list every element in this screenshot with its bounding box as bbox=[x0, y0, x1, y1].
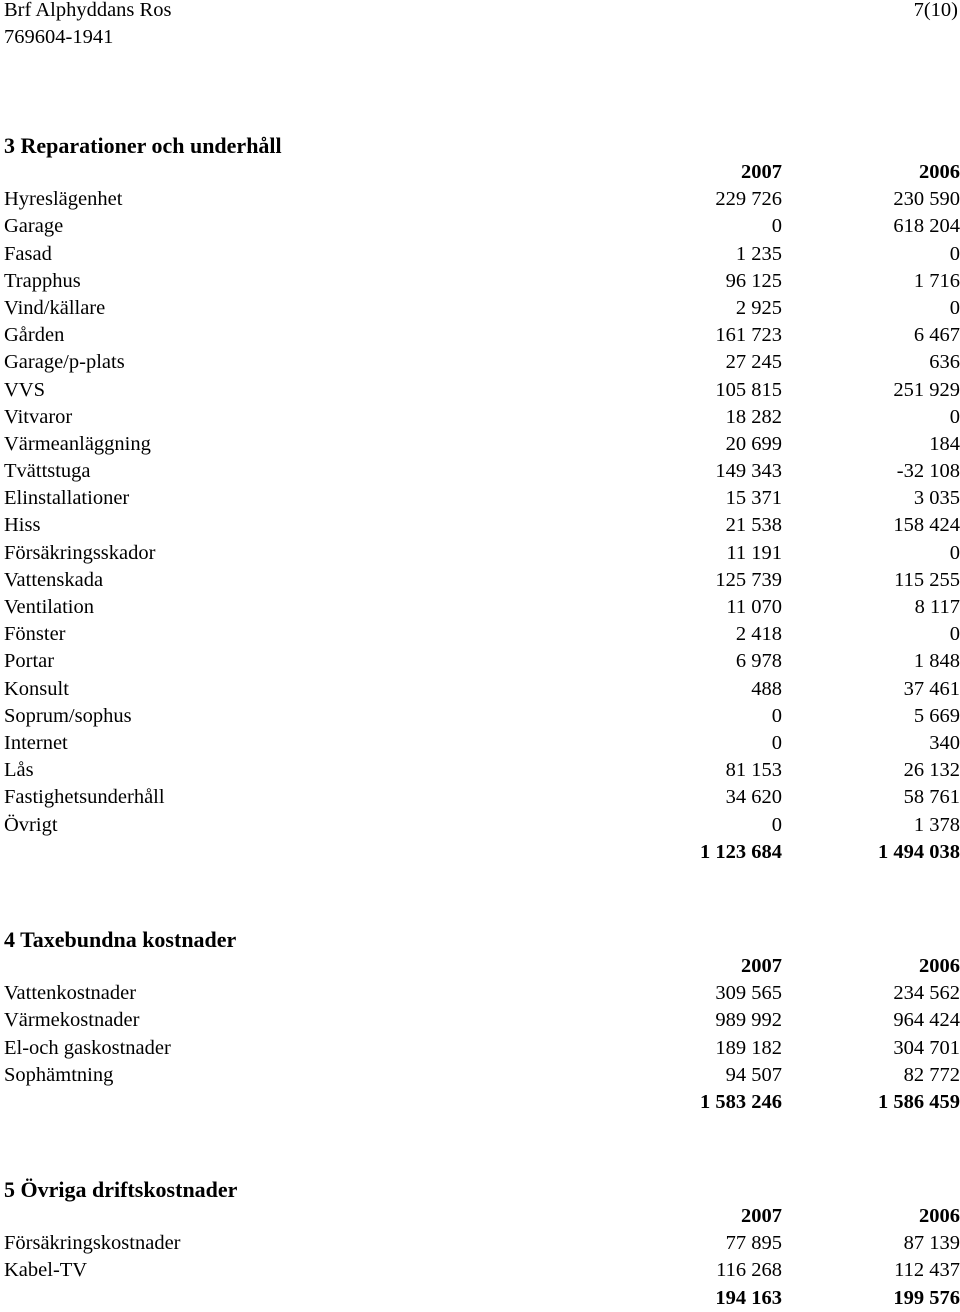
row-label: VVS bbox=[4, 378, 46, 401]
value-2007: 149 343 bbox=[715, 460, 782, 483]
value-2006: 964 424 bbox=[893, 1009, 960, 1032]
value-2007: 81 153 bbox=[725, 759, 782, 782]
value-2006: 1 378 bbox=[913, 813, 960, 836]
total-2007: 1 583 246 bbox=[700, 1090, 782, 1113]
total-2007: 194 163 bbox=[715, 1286, 782, 1309]
table-row bbox=[4, 431, 960, 458]
value-2007: 989 992 bbox=[715, 1009, 782, 1032]
row-label: Elinstallationer bbox=[4, 487, 130, 510]
table-row bbox=[4, 757, 960, 784]
value-2006: 0 bbox=[949, 541, 960, 564]
year-2006-header: 2006 bbox=[919, 955, 960, 977]
value-2006: 6 467 bbox=[913, 324, 960, 347]
table-row bbox=[4, 349, 960, 376]
table-row bbox=[4, 295, 960, 322]
value-2006: 0 bbox=[949, 296, 960, 319]
value-2007: 229 726 bbox=[715, 188, 782, 211]
value-2007: 161 723 bbox=[715, 324, 782, 347]
org-number: 769604-1941 bbox=[4, 26, 114, 48]
value-2006: 234 562 bbox=[893, 982, 960, 1005]
table-row bbox=[4, 1007, 960, 1034]
value-2007: 1 235 bbox=[735, 242, 782, 265]
value-2007: 2 418 bbox=[735, 623, 782, 646]
section-title: 5 Övriga driftskostnader bbox=[4, 1177, 238, 1202]
total-row bbox=[4, 839, 960, 866]
table-row bbox=[4, 784, 960, 811]
row-label: Ventilation bbox=[4, 596, 94, 618]
table-row bbox=[4, 322, 960, 349]
row-label: El-och gaskostnader bbox=[4, 1036, 171, 1059]
value-2006: 112 437 bbox=[894, 1259, 960, 1282]
row-label: Internet bbox=[4, 731, 68, 754]
row-label: Hiss bbox=[4, 514, 41, 537]
value-2007: 11 191 bbox=[726, 541, 782, 564]
row-label: Tvättstuga bbox=[4, 460, 91, 483]
row-label: Värmekostnader bbox=[4, 1009, 140, 1032]
table-row bbox=[4, 703, 960, 730]
year-header-row bbox=[4, 1203, 960, 1230]
table-row bbox=[4, 621, 960, 648]
page-number: 7(10) bbox=[913, 0, 958, 21]
table-row bbox=[4, 1230, 960, 1257]
value-2006: 26 132 bbox=[903, 759, 960, 782]
value-2007: 94 507 bbox=[725, 1063, 782, 1086]
value-2007: 189 182 bbox=[715, 1036, 782, 1059]
row-label: Försäkringsskador bbox=[4, 541, 156, 564]
row-label: Lås bbox=[4, 759, 34, 782]
table-row bbox=[4, 594, 960, 621]
total-2006: 1 586 459 bbox=[878, 1090, 960, 1113]
year-2006-header: 2006 bbox=[919, 161, 960, 183]
value-2007: 96 125 bbox=[725, 269, 782, 292]
row-label: Trapphus bbox=[4, 269, 81, 292]
value-2006: -32 108 bbox=[896, 460, 960, 483]
value-2007: 125 739 bbox=[715, 568, 782, 591]
row-label: Gården bbox=[4, 324, 65, 347]
total-row bbox=[4, 1089, 960, 1116]
header-line-1 bbox=[4, 0, 960, 24]
table-row bbox=[4, 567, 960, 594]
value-2007: 21 538 bbox=[725, 514, 782, 537]
value-2006: 3 035 bbox=[913, 487, 960, 510]
section-title: 3 Reparationer och underhåll bbox=[4, 133, 282, 158]
value-2007: 0 bbox=[771, 215, 782, 238]
table-row bbox=[4, 1062, 960, 1089]
value-2006: 0 bbox=[949, 623, 960, 646]
year-2006-header: 2006 bbox=[919, 1205, 960, 1227]
row-label: Fastighetsunderhåll bbox=[4, 786, 165, 809]
row-label: Vattenskada bbox=[4, 568, 104, 591]
value-2006: 304 701 bbox=[893, 1036, 960, 1059]
org-name: Brf Alphyddans Ros bbox=[4, 0, 172, 21]
table-row bbox=[4, 377, 960, 404]
value-2007: 0 bbox=[771, 731, 782, 754]
table-row bbox=[4, 512, 960, 539]
table-row bbox=[4, 676, 960, 703]
value-2006: 37 461 bbox=[903, 677, 960, 700]
value-2006: 230 590 bbox=[893, 188, 960, 211]
year-2007-header: 2007 bbox=[741, 1205, 782, 1227]
total-2007: 1 123 684 bbox=[700, 840, 782, 863]
value-2006: 8 117 bbox=[914, 596, 960, 618]
value-2007: 6 978 bbox=[735, 650, 782, 673]
row-label: Vitvaror bbox=[4, 405, 73, 428]
row-label: Hyreslägenhet bbox=[4, 188, 123, 211]
row-label: Portar bbox=[4, 650, 55, 673]
row-label: Konsult bbox=[4, 677, 69, 700]
value-2007: 11 070 bbox=[726, 596, 782, 618]
row-label: Sophämtning bbox=[4, 1063, 114, 1086]
table-row bbox=[4, 241, 960, 268]
table-row bbox=[4, 540, 960, 567]
table-row bbox=[4, 1035, 960, 1062]
row-label: Garage/p-plats bbox=[4, 351, 125, 374]
value-2006: 1 716 bbox=[913, 269, 960, 292]
value-2007: 27 245 bbox=[725, 351, 782, 374]
row-label: Vattenkostnader bbox=[4, 982, 137, 1005]
row-label: Övrigt bbox=[4, 813, 58, 836]
year-2007-header: 2007 bbox=[741, 161, 782, 183]
value-2007: 34 620 bbox=[725, 786, 782, 809]
row-label: Värmeanläggning bbox=[4, 432, 151, 455]
row-label: Kabel-TV bbox=[4, 1259, 88, 1282]
value-2006: 115 255 bbox=[894, 568, 960, 591]
value-2006: 1 848 bbox=[913, 650, 960, 673]
value-2006: 251 929 bbox=[893, 378, 960, 401]
row-label: Fönster bbox=[4, 623, 66, 646]
total-2006: 1 494 038 bbox=[878, 840, 960, 863]
page-header bbox=[4, 0, 960, 51]
value-2006: 0 bbox=[949, 405, 960, 428]
value-2007: 105 815 bbox=[715, 378, 782, 401]
value-2007: 309 565 bbox=[715, 982, 782, 1005]
value-2006: 0 bbox=[949, 242, 960, 265]
total-2006: 199 576 bbox=[893, 1286, 960, 1309]
row-label: Vind/källare bbox=[4, 296, 106, 319]
row-label: Soprum/sophus bbox=[4, 704, 132, 727]
value-2007: 18 282 bbox=[725, 405, 782, 428]
table-row bbox=[4, 1257, 960, 1284]
table-row bbox=[4, 648, 960, 675]
value-2007: 488 bbox=[751, 677, 782, 700]
table-row bbox=[4, 730, 960, 757]
table-row bbox=[4, 268, 960, 295]
row-label: Garage bbox=[4, 215, 64, 238]
value-2007: 2 925 bbox=[735, 296, 782, 319]
year-2007-header: 2007 bbox=[741, 955, 782, 977]
section-reparationer bbox=[4, 132, 960, 866]
table-row bbox=[4, 213, 960, 240]
value-2007: 77 895 bbox=[725, 1232, 782, 1255]
header-line-2 bbox=[4, 24, 960, 51]
value-2006: 58 761 bbox=[903, 786, 960, 809]
value-2006: 87 139 bbox=[903, 1232, 960, 1255]
value-2006: 158 424 bbox=[893, 514, 960, 537]
value-2006: 636 bbox=[929, 351, 960, 374]
table-row bbox=[4, 458, 960, 485]
year-header-row bbox=[4, 159, 960, 186]
value-2006: 340 bbox=[929, 731, 960, 754]
table-row bbox=[4, 404, 960, 431]
value-2007: 20 699 bbox=[725, 432, 782, 455]
value-2007: 0 bbox=[771, 704, 782, 727]
section-title: 4 Taxebundna kostnader bbox=[4, 927, 237, 952]
table-row bbox=[4, 485, 960, 512]
section-taxebundna bbox=[4, 926, 960, 1116]
year-header-row bbox=[4, 953, 960, 980]
value-2007: 0 bbox=[771, 813, 782, 836]
table-row bbox=[4, 980, 960, 1007]
table-row bbox=[4, 812, 960, 839]
section-ovriga bbox=[4, 1176, 960, 1312]
row-label: Fasad bbox=[4, 242, 52, 265]
value-2006: 82 772 bbox=[903, 1063, 960, 1086]
value-2006: 618 204 bbox=[893, 215, 960, 238]
value-2006: 184 bbox=[929, 432, 960, 455]
value-2006: 5 669 bbox=[913, 704, 960, 727]
value-2007: 15 371 bbox=[725, 487, 782, 510]
value-2007: 116 268 bbox=[716, 1259, 782, 1282]
row-label: Försäkringskostnader bbox=[4, 1232, 181, 1255]
table-row bbox=[4, 186, 960, 213]
